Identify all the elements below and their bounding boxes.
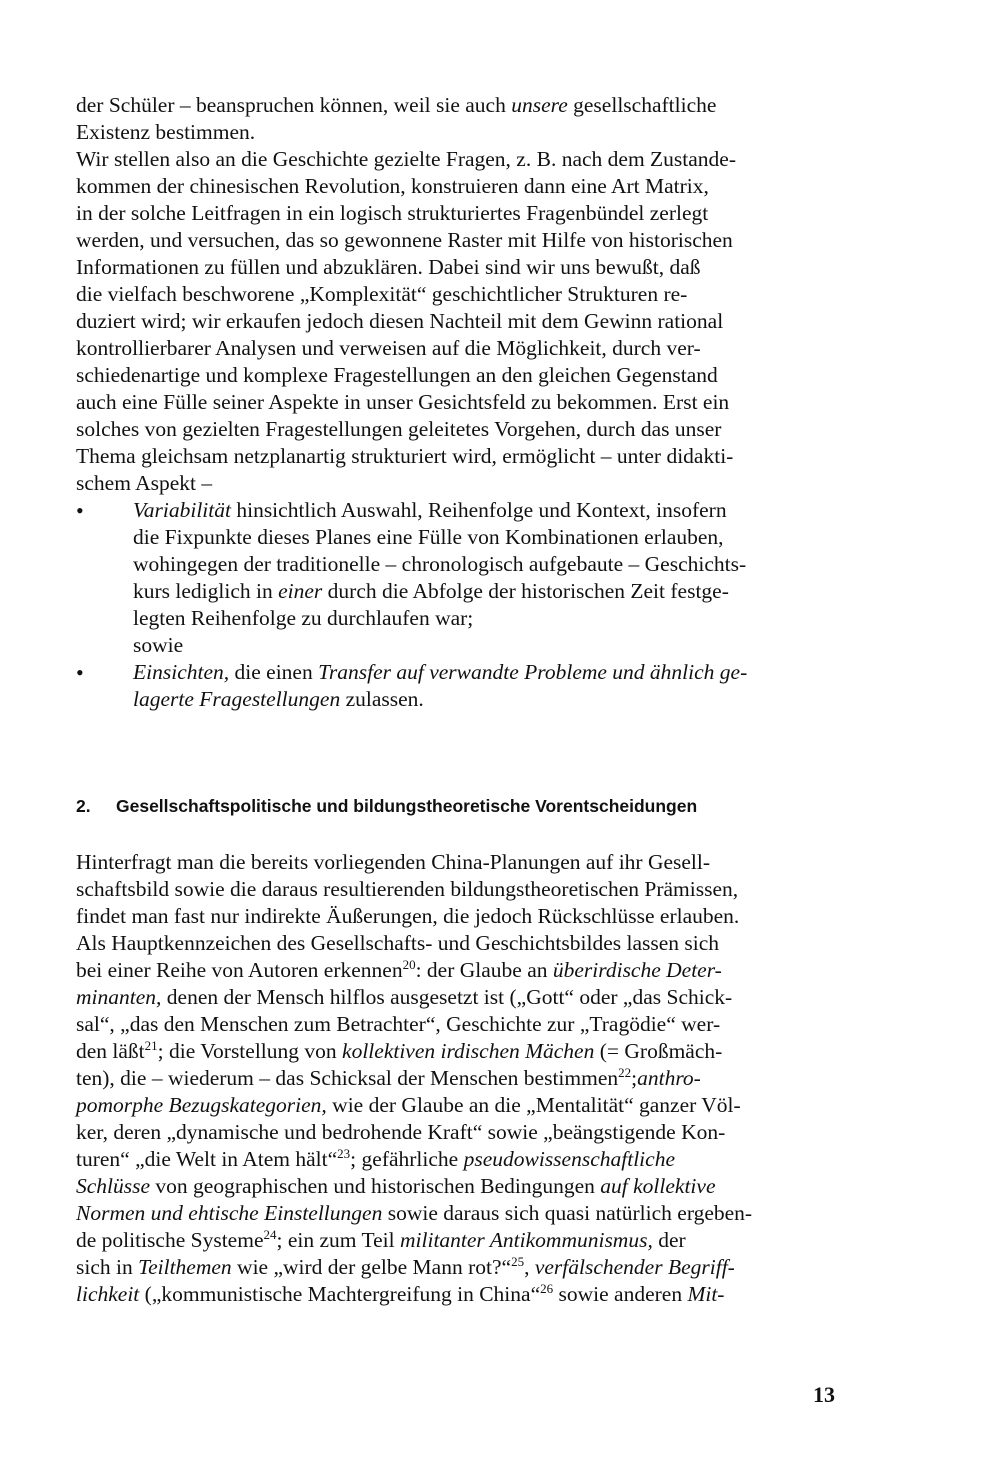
text-line: lagerte Fragestellungen zulassen. — [133, 687, 424, 711]
section-number: 2. — [76, 796, 91, 816]
text-line: de politische Systeme$^{24}$; ein zum Teil militanter Antikommunismus, der — [76, 1226, 686, 1252]
footnote-ref: 23 — [337, 1145, 351, 1161]
page-number: 13 — [813, 1382, 835, 1407]
footnote-ref: 20 — [402, 956, 416, 972]
text-line: Normen und ehtische Einstellungen sowie daraus sich quasi natürlich ergeben- — [76, 1201, 753, 1225]
text-line: die vielfach beschworene „Komplexität“ geschichtlicher Strukturen re- — [76, 282, 688, 306]
text-line: turen“ „die Welt in Atem hält“$^{23}$; gefährliche pseudowissenschaftliche — [76, 1145, 675, 1171]
text-line: Wir stellen also an die Geschichte gezielte Fragen, z. B. nach dem Zustande- — [76, 147, 737, 171]
text-line: der Schüler – beanspruchen können, weil sie auch unsere gesellschaftliche — [76, 93, 717, 117]
section-title: Gesellschaftspolitische und bildungstheoretische Vorentscheidungen — [116, 796, 698, 816]
text-line: auch eine Fülle seiner Aspekte in unser Gesichtsfeld zu bekommen. Erst ein — [76, 390, 730, 414]
text-line: ker, deren „dynamische und bedrohende Kraft“ sowie „beängstigende Kon- — [76, 1120, 726, 1144]
paragraph-intro — [76, 92, 836, 713]
text-line: kontrollierbarer Analysen und verweisen auf die Möglichkeit, durch ver- — [76, 336, 701, 360]
text-line: Als Hauptkennzeichen des Gesellschafts- und Geschichtsbildes lassen sich — [76, 931, 720, 955]
text-line: lichkeit („kommunistische Machtergreifung in China“$^{26}$ sowie anderen Mit- — [76, 1280, 725, 1306]
text-line: ten), die – wiederum – das Schicksal der Menschen bestimmen$^{22}$;anthro- — [76, 1064, 701, 1090]
text-line: kurs lediglich in einer durch die Abfolge der historischen Zeit festge- — [133, 579, 729, 603]
bullet-item-einsichten — [76, 659, 836, 713]
text-line: Hinterfragt man die bereits vorliegenden China-Planungen auf ihr Gesell- — [76, 850, 711, 874]
text-line: den läßt$^{21}$; die Vorstellung von kollektiven irdischen Mächen (= Großmäch- — [76, 1037, 723, 1063]
text-line: findet man fast nur indirekte Äußerungen, die jedoch Rückschlüsse erlauben. — [76, 904, 740, 928]
section-heading — [76, 794, 836, 818]
text-line: die Fixpunkte dieses Planes eine Fülle von Kombinationen erlauben, — [133, 525, 724, 549]
text-line: Einsichten, die einen Transfer auf verwandte Probleme und ähnlich ge- — [133, 660, 748, 684]
bullet-icon: • — [76, 498, 84, 523]
bullet-item-variabilitaet — [76, 497, 836, 659]
text-line: kommen der chinesischen Revolution, konstruieren dann eine Art Matrix, — [76, 174, 709, 198]
text-line: duziert wird; wir erkaufen jedoch diesen Nachteil mit dem Gewinn rational — [76, 309, 724, 333]
text-line: solches von gezielten Fragestellungen geleitetes Vorgehen, durch das unser — [76, 417, 722, 441]
text-line: wohingegen der traditionelle – chronologisch aufgebaute – Geschichts- — [133, 552, 747, 576]
text-line: sal“, „das den Menschen zum Betrachter“, Geschichte zur „Tragödie“ wer- — [76, 1012, 721, 1036]
text-line: sich in Teilthemen wie „wird der gelbe Mann rot?“$^{25}$, verfälschender Begriff- — [76, 1253, 735, 1279]
text-line: Schlüsse von geographischen und historischen Bedingungen auf kollektive — [76, 1174, 716, 1198]
footnote-ref: 22 — [618, 1064, 632, 1080]
footnote-ref: 25 — [511, 1253, 525, 1269]
text-line: Informationen zu füllen und abzuklären. Dabei sind wir uns bewußt, daß — [76, 255, 701, 279]
text-line: schaftsbild sowie die daraus resultierenden bildungstheoretischen Prämissen, — [76, 877, 739, 901]
paragraph-section-2 — [76, 849, 836, 1308]
footnote-ref: 21 — [144, 1037, 158, 1053]
footnote-ref: 24 — [263, 1226, 277, 1242]
text-line: minanten, denen der Mensch hilflos ausgesetzt ist („Gott“ oder „das Schick- — [76, 985, 733, 1009]
text-line: bei einer Reihe von Autoren erkennen$^{20}$: der Glaube an überirdische Deter- — [76, 956, 722, 982]
bullet-icon: • — [76, 660, 84, 685]
text-line: in der solche Leitfragen in ein logisch strukturiertes Fragenbündel zerlegt — [76, 201, 709, 225]
text-line: Existenz bestimmen. — [76, 120, 256, 144]
footnote-ref: 26 — [540, 1280, 554, 1296]
text-line: sowie — [133, 633, 184, 657]
text-line: legten Reihenfolge zu durchlaufen war; — [133, 606, 474, 630]
text-line: Variabilität hinsichtlich Auswahl, Reihenfolge und Kontext, insofern — [133, 498, 727, 522]
text-line: Thema gleichsam netzplanartig strukturiert wird, ermöglicht – unter didakti- — [76, 444, 734, 468]
text-line: werden, und versuchen, das so gewonnene Raster mit Hilfe von historischen — [76, 228, 733, 252]
text-line: schem Aspekt – — [76, 471, 213, 495]
text-line: schiedenartige und komplexe Fragestellungen an den gleichen Gegenstand — [76, 363, 718, 387]
text-line: pomorphe Bezugskategorien, wie der Glaube an die „Mentalität“ ganzer Völ- — [76, 1093, 741, 1117]
